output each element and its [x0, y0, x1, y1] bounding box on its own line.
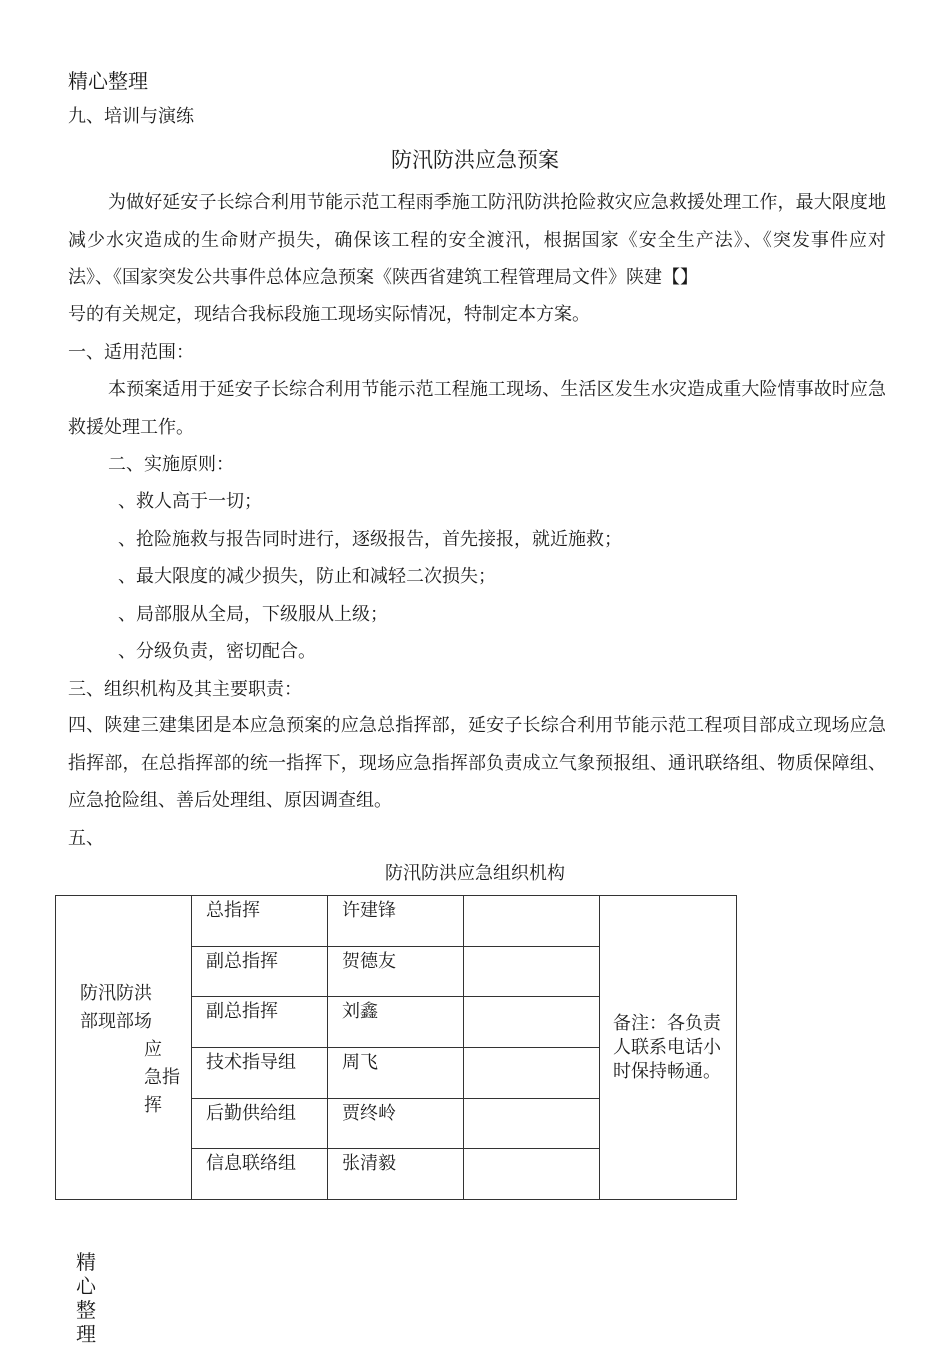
dept-label-line: 挥: [144, 1095, 162, 1116]
section-nine-heading: 九、培训与演练: [68, 106, 194, 127]
document-title: 防汛防洪应急预案: [391, 148, 559, 172]
principle-item: 、抢险施救与报告同时进行，逐级报告，首先接报，就近施救；: [118, 528, 622, 550]
scope-heading: 一、适用范围：: [68, 342, 194, 363]
role-cell: 信息联络组: [192, 1149, 328, 1200]
table-row: [56, 896, 737, 947]
role-cell: 后勤供给组: [192, 1098, 328, 1149]
extra-cell: [464, 1098, 600, 1149]
name-cell: 张清毅: [328, 1149, 464, 1200]
dept-label-line: 防汛防洪: [80, 983, 152, 1004]
principle-item: 、救人高于一切；: [118, 491, 262, 512]
intro-paragraph-end: 号的有关规定，现结合我标段施工现场实际情况，特制定本方案。: [68, 304, 590, 325]
principles-list: [118, 483, 622, 671]
role-cell: 总指挥: [192, 896, 328, 947]
section-five-heading: 五、: [68, 828, 104, 849]
role-cell: 技术指导组: [192, 1047, 328, 1098]
extra-cell: [464, 1047, 600, 1098]
name-cell: 贾终岭: [328, 1098, 464, 1149]
page-header: 精心整理: [68, 69, 148, 93]
name-cell: 周飞: [328, 1047, 464, 1098]
name-cell: 许建锋: [328, 896, 464, 947]
name-cell: 刘鑫: [328, 997, 464, 1048]
extra-cell: [464, 896, 600, 947]
dept-label-line: 应: [144, 1039, 162, 1060]
dept-cell: [56, 896, 192, 1200]
name-cell: 贺德友: [328, 946, 464, 997]
org-table-title: 防汛防洪应急组织机构: [385, 863, 565, 884]
extra-cell: [464, 1149, 600, 1200]
intro-paragraph: 为做好延安子长综合利用节能示范工程雨季施工防汛防洪抢险救灾应急救援处理工作，最大限度地减少水灾造成的生命财产损失，确保该工程的安全渡汛，根据国家《安全生产法》、《突发事件应对法》、《国家突发公共事件总体应急预案《陕西省建筑工程管理局文件》陕建【】: [68, 192, 886, 288]
principles-heading: 二、实施原则：: [108, 454, 234, 475]
role-cell: 副总指挥: [192, 946, 328, 997]
principle-item: 、最大限度的减少损失，防止和减轻二次损失；: [118, 566, 496, 587]
dept-label-line: 部现部场: [80, 1011, 152, 1032]
org-table: [55, 895, 737, 1200]
page-footer: 精心整理: [76, 1250, 96, 1346]
principle-item: 、局部服从全局，下级服从上级；: [118, 603, 388, 625]
extra-cell: [464, 997, 600, 1048]
principle-item: 、分级负责，密切配合。: [118, 641, 316, 662]
dept-label-line: 急指: [144, 1067, 180, 1088]
scope-body: 本预案适用于延安子长综合利用节能示范工程施工现场、生活区发生水灾造成重大险情事故时应急救援处理工作。: [68, 379, 886, 438]
role-cell: 副总指挥: [192, 997, 328, 1048]
note-cell: 备注：各负责人联系电话小时保持畅通。: [600, 896, 737, 1200]
extra-cell: [464, 946, 600, 997]
section-four-body: 四、陕建三建集团是本应急预案的应急总指挥部，延安子长综合利用节能示范工程项目部成立现场应急指挥部，在总指挥部的统一指挥下，现场应急指挥部负责成立气象预报组、通讯联络组、物质保障组、应急抢险组、善后处理组、原因调查组。: [68, 715, 886, 811]
org-heading: 三、组织机构及其主要职责：: [68, 679, 302, 700]
